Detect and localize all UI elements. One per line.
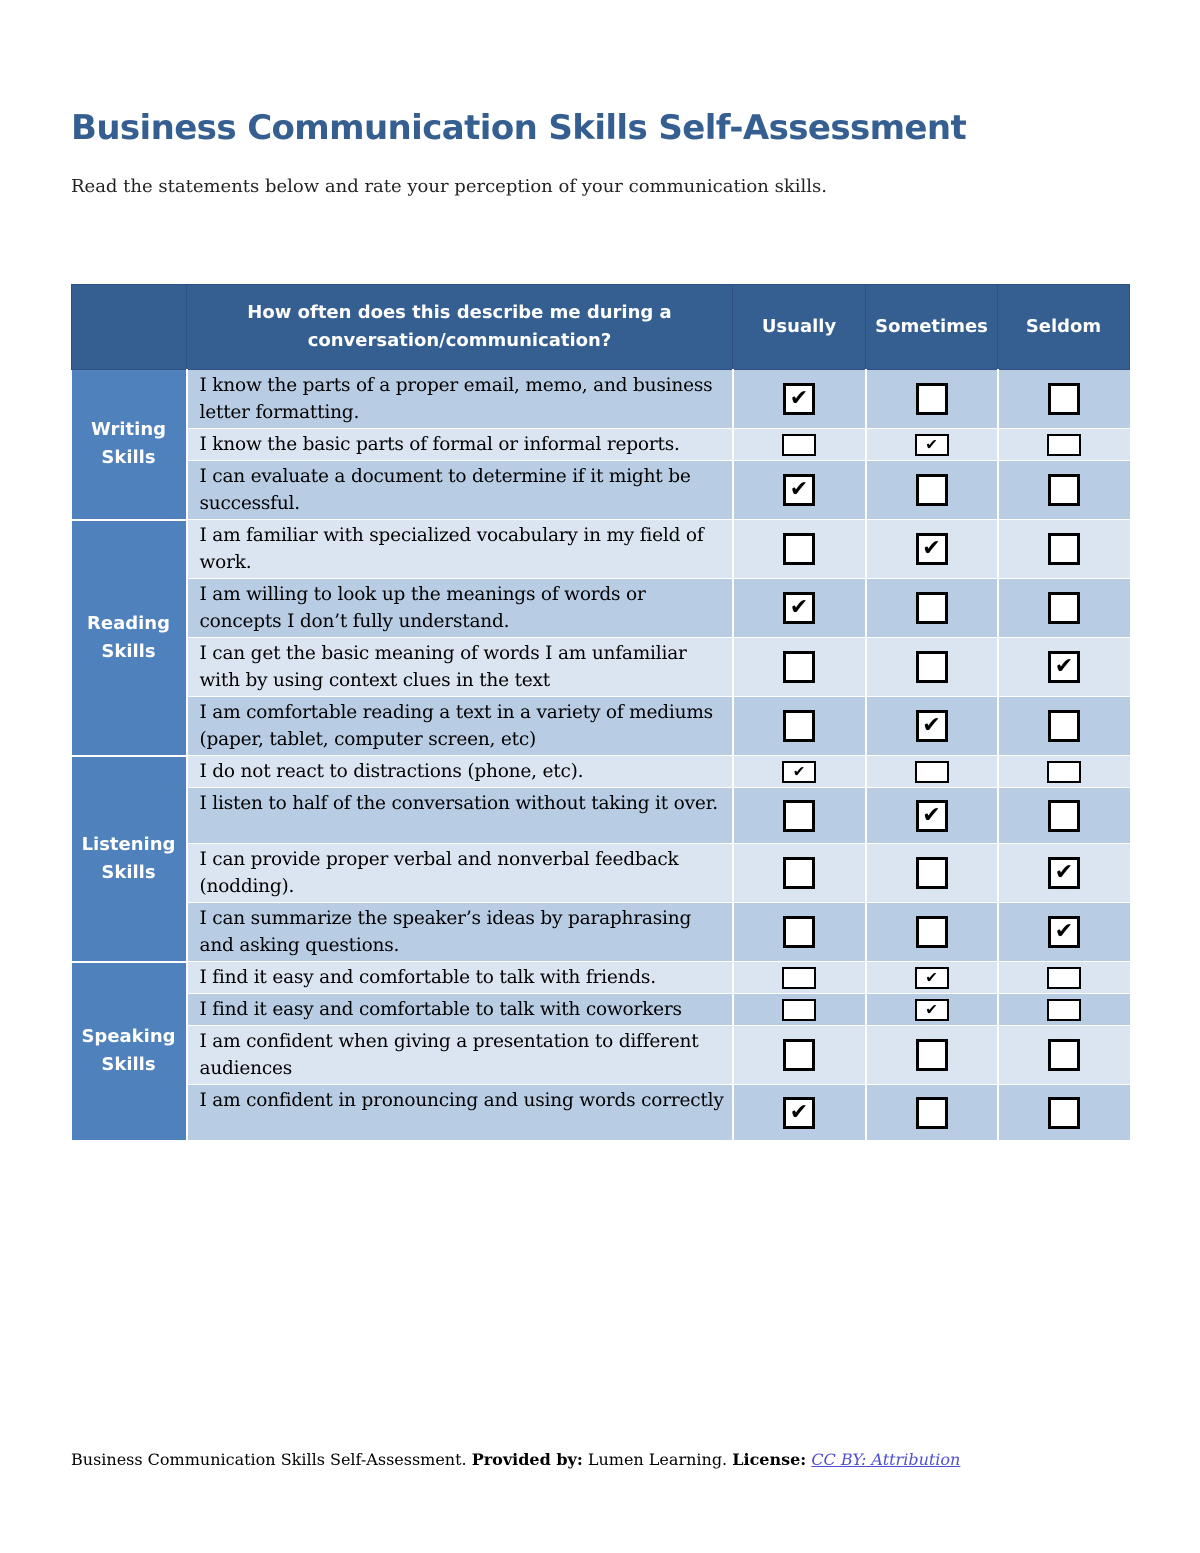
category-label-line: Speaking [81,1026,176,1047]
statement-text: I do not react to distractions (phone, etc). [187,756,733,788]
checkbox[interactable] [782,999,816,1021]
rating-cell-sometimes [866,1026,998,1085]
checkbox[interactable] [916,474,948,506]
category-label [72,370,187,520]
rating-cell-sometimes [866,461,998,520]
checkbox[interactable] [1047,761,1081,783]
rating-cell-sometimes [866,697,998,756]
table-row [72,1026,1130,1085]
checkbox[interactable] [783,916,815,948]
rating-cell-usually [733,844,866,903]
table-row [72,461,1130,520]
table-body [72,370,1130,1141]
checked-checkbox[interactable] [783,383,815,415]
rating-cell-usually [733,638,866,697]
rating-cell-sometimes [866,903,998,962]
header-usually: Usually [733,285,866,370]
checked-checkbox[interactable] [916,710,948,742]
category-label-line: Skills [101,1054,156,1075]
rating-cell-sometimes [866,579,998,638]
statement-text: I am confident in pronouncing and using words correctly [187,1085,733,1141]
checkbox[interactable] [1047,967,1081,989]
checked-checkbox[interactable] [782,761,816,783]
checked-checkbox[interactable] [915,967,949,989]
checked-checkbox[interactable] [916,533,948,565]
attribution-footer [71,1450,960,1469]
checkbox[interactable] [1048,474,1080,506]
checkbox[interactable] [783,800,815,832]
rating-cell-usually [733,903,866,962]
rating-cell-seldom [998,903,1130,962]
checkbox[interactable] [783,710,815,742]
rating-cell-usually [733,579,866,638]
rating-cell-sometimes [866,994,998,1026]
checked-checkbox[interactable] [1048,651,1080,683]
checkbox[interactable] [783,857,815,889]
statement-text: I can provide proper verbal and nonverbal feedback (nodding). [187,844,733,903]
table-row [72,903,1130,962]
table-row [72,994,1130,1026]
checkbox[interactable] [1048,1039,1080,1071]
statement-text: I know the parts of a proper email, memo, and business letter formatting. [187,370,733,429]
category-label-line: Skills [101,640,156,662]
checked-checkbox[interactable] [1048,916,1080,948]
assessment-table [71,284,1130,1142]
license-link[interactable]: CC BY: Attribution [811,1450,961,1469]
checkbox[interactable] [916,383,948,415]
checkbox[interactable] [1048,800,1080,832]
table-row [72,370,1130,429]
category-label-line: Listening [81,833,176,855]
rating-cell-sometimes [866,370,998,429]
checkbox[interactable] [916,651,948,683]
checkbox[interactable] [916,1039,948,1071]
statement-text: I am familiar with specialized vocabulary in my field of work. [187,520,733,579]
table-row [72,638,1130,697]
statement-text: I am comfortable reading a text in a variety of mediums (paper, tablet, computer screen, etc) [187,697,733,756]
rating-cell-seldom [998,994,1130,1026]
statement-text: I can get the basic meaning of words I am unfamiliar with by using context clues in the text [187,638,733,697]
table-row [72,520,1130,579]
rating-cell-usually [733,370,866,429]
rating-cell-seldom [998,962,1130,994]
header-question-line2: conversation/communication? [307,330,612,351]
statement-text: I listen to half of the conversation without taking it over. [187,788,733,844]
footer-provider: Lumen Learning. [587,1450,728,1469]
rating-cell-usually [733,461,866,520]
checked-checkbox[interactable] [783,1097,815,1129]
footer-source: Business Communication Skills Self-Assessment. [71,1450,467,1469]
rating-cell-seldom [998,638,1130,697]
table-row [72,579,1130,638]
rating-cell-sometimes [866,1085,998,1141]
checkbox[interactable] [1048,533,1080,565]
category-label-line: Writing [90,419,167,441]
checked-checkbox[interactable] [916,800,948,832]
category-label [72,756,187,962]
checkbox[interactable] [916,592,948,624]
checkbox[interactable] [915,761,949,783]
rating-cell-usually [733,788,866,844]
checkbox[interactable] [1048,383,1080,415]
category-label-line: Skills [101,447,156,469]
rating-cell-seldom [998,756,1130,788]
rating-cell-usually [733,756,866,788]
checked-checkbox[interactable] [1048,857,1080,889]
checkbox[interactable] [916,916,948,948]
rating-cell-seldom [998,788,1130,844]
statement-text: I am willing to look up the meanings of words or concepts I don’t fully understand. [187,579,733,638]
footer-provided-label: Provided by: [471,1450,583,1469]
rating-cell-seldom [998,844,1130,903]
checked-checkbox[interactable] [915,999,949,1021]
checkbox[interactable] [783,533,815,565]
checkbox[interactable] [1047,999,1081,1021]
table-row [72,844,1130,903]
statement-text: I am confident when giving a presentation to different audiences [187,1026,733,1085]
rating-cell-seldom [998,1026,1130,1085]
category-label [72,962,187,1141]
checkbox[interactable] [783,1039,815,1071]
checkbox[interactable] [1047,434,1081,456]
table-row [72,697,1130,756]
checked-checkbox[interactable] [783,592,815,624]
checkbox[interactable] [782,434,816,456]
statement-text: I find it easy and comfortable to talk with coworkers [187,994,733,1026]
checkbox[interactable] [1048,1097,1080,1129]
header-question [187,285,733,370]
checkbox[interactable] [783,651,815,683]
statement-text: I find it easy and comfortable to talk with friends. [187,962,733,994]
category-label [72,520,187,756]
category-label-line: Skills [101,861,156,883]
checkbox[interactable] [1048,592,1080,624]
header-seldom: Seldom [998,285,1130,370]
statement-text: I know the basic parts of formal or informal reports. [187,429,733,461]
table-row [72,1085,1130,1141]
checkbox[interactable] [782,967,816,989]
rating-cell-usually [733,520,866,579]
footer-license-label: License: [732,1450,807,1469]
table-header-row [72,285,1130,370]
rating-cell-usually [733,429,866,461]
checkbox[interactable] [1048,710,1080,742]
header-question-line1: How often does this describe me during a [247,302,672,323]
rating-cell-sometimes [866,429,998,461]
rating-cell-sometimes [866,756,998,788]
rating-cell-seldom [998,579,1130,638]
statement-text: I can evaluate a document to determine if it might be successful. [187,461,733,520]
rating-cell-seldom [998,461,1130,520]
rating-cell-usually [733,1026,866,1085]
checked-checkbox[interactable] [915,434,949,456]
rating-cell-seldom [998,520,1130,579]
rating-cell-usually [733,994,866,1026]
rating-cell-seldom [998,697,1130,756]
category-label-line: Reading [87,612,170,634]
rating-cell-seldom [998,370,1130,429]
checkbox[interactable] [916,857,948,889]
rating-cell-seldom [998,1085,1130,1141]
rating-cell-usually [733,962,866,994]
page-title: Business Communication Skills Self-Assessment [71,108,967,148]
table-row [72,429,1130,461]
rating-cell-sometimes [866,520,998,579]
rating-cell-sometimes [866,788,998,844]
table-row [72,788,1130,844]
checkbox[interactable] [916,1097,948,1129]
table-row [72,962,1130,994]
rating-cell-usually [733,697,866,756]
rating-cell-sometimes [866,962,998,994]
rating-cell-sometimes [866,844,998,903]
rating-cell-sometimes [866,638,998,697]
header-corner [72,285,187,370]
statement-text: I can summarize the speaker’s ideas by paraphrasing and asking questions. [187,903,733,962]
header-sometimes: Sometimes [866,285,998,370]
intro-text: Read the statements below and rate your perception of your communication skills. [71,176,827,197]
rating-cell-usually [733,1085,866,1141]
checked-checkbox[interactable] [783,474,815,506]
rating-cell-seldom [998,429,1130,461]
table-row [72,756,1130,788]
